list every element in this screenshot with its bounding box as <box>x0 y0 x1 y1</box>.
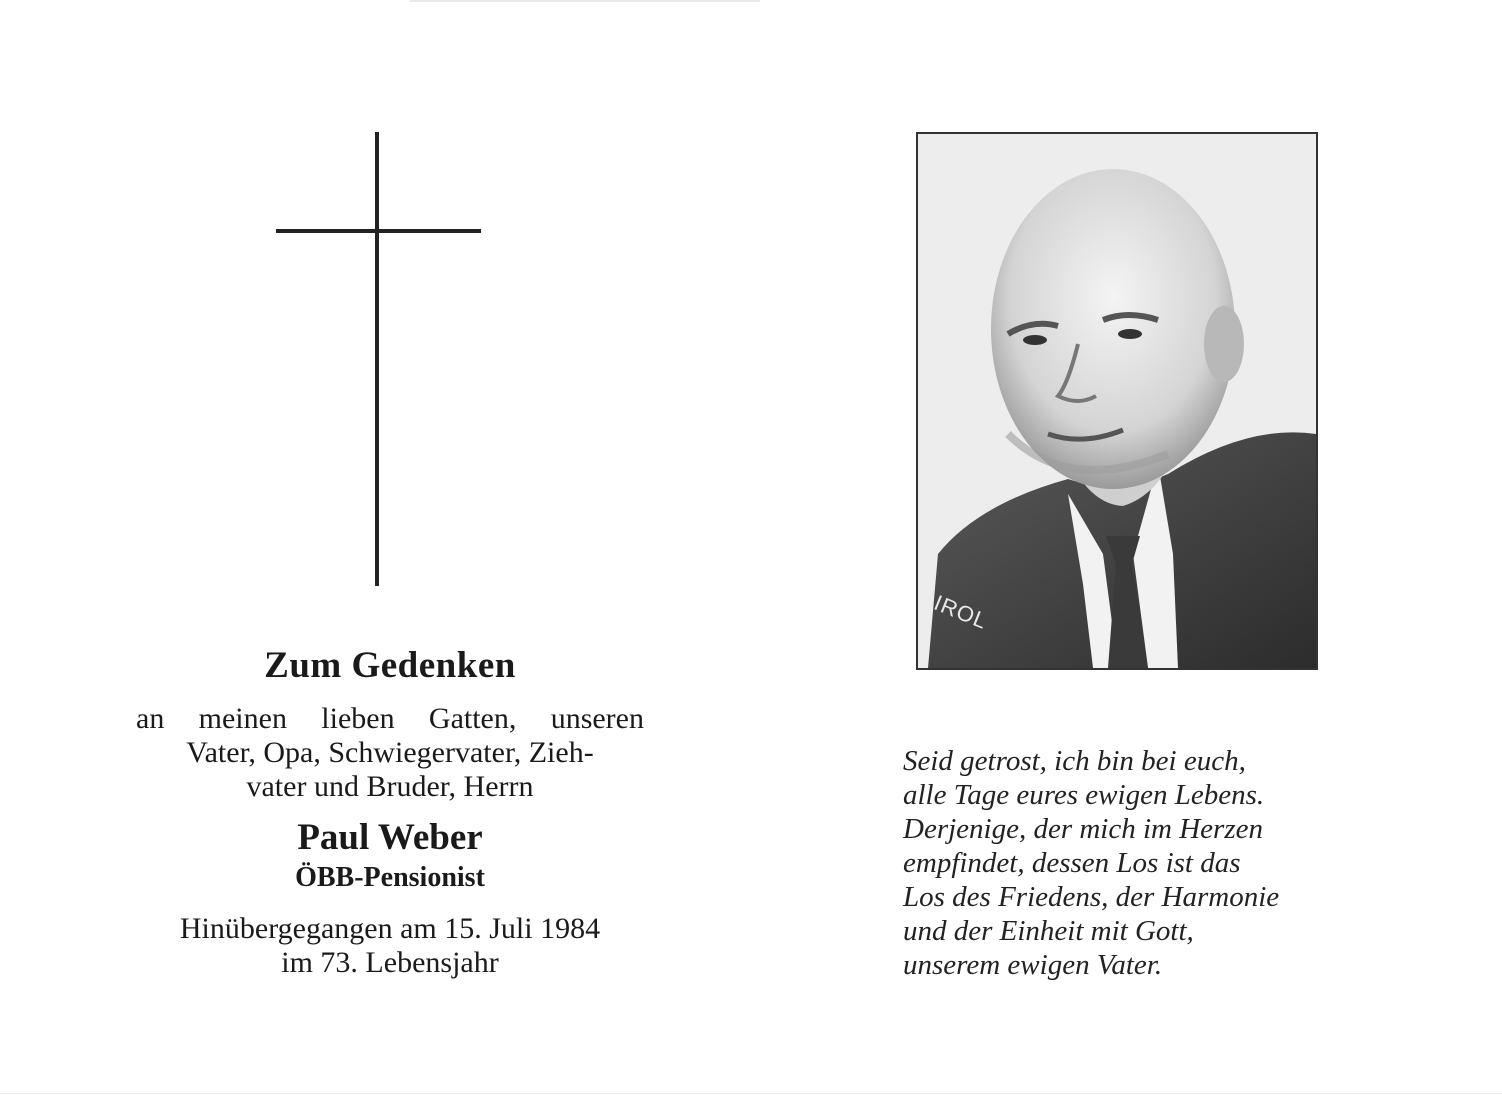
quote-line: Los des Friedens, der Harmonie <box>903 881 1280 913</box>
quote-line: empfindet, dessen Los ist das <box>903 847 1241 879</box>
quote-line: alle Tage eures ewigen Lebens. <box>903 779 1265 811</box>
intro-line: Vater, Opa, Schwiegervater, Zieh- <box>186 736 594 769</box>
portrait-photo <box>916 132 1318 670</box>
intro-line: vater und Bruder, Herrn <box>246 770 534 803</box>
jacket-lettering: IROL <box>930 590 992 634</box>
cross-vertical-bar <box>375 132 379 586</box>
portrait-illustration <box>918 134 1316 668</box>
cross-horizontal-bar <box>276 229 481 233</box>
quote-line: Derjenige, der mich im Herzen <box>903 813 1263 845</box>
intro-line: an meinen lieben Gatten, unseren <box>136 702 644 735</box>
date-line: Hinübergegangen am 15. Juli 1984 <box>179 912 601 945</box>
memorial-quote <box>903 744 1373 982</box>
deceased-occupation: ÖBB-Pensionist <box>295 862 485 893</box>
intro-text <box>100 702 680 804</box>
top-divider <box>410 0 760 2</box>
bottom-divider <box>0 1093 1502 1094</box>
quote-line: und der Einheit mit Gott, <box>903 915 1194 947</box>
memorial-heading: Zum Gedenken <box>264 645 516 686</box>
date-line: im 73. Lebensjahr <box>281 946 499 979</box>
passing-date <box>100 912 680 980</box>
quote-line: unserem ewigen Vater. <box>903 949 1163 981</box>
quote-line: Seid getrost, ich bin bei euch, <box>903 745 1246 777</box>
deceased-name: Paul Weber <box>297 817 483 858</box>
